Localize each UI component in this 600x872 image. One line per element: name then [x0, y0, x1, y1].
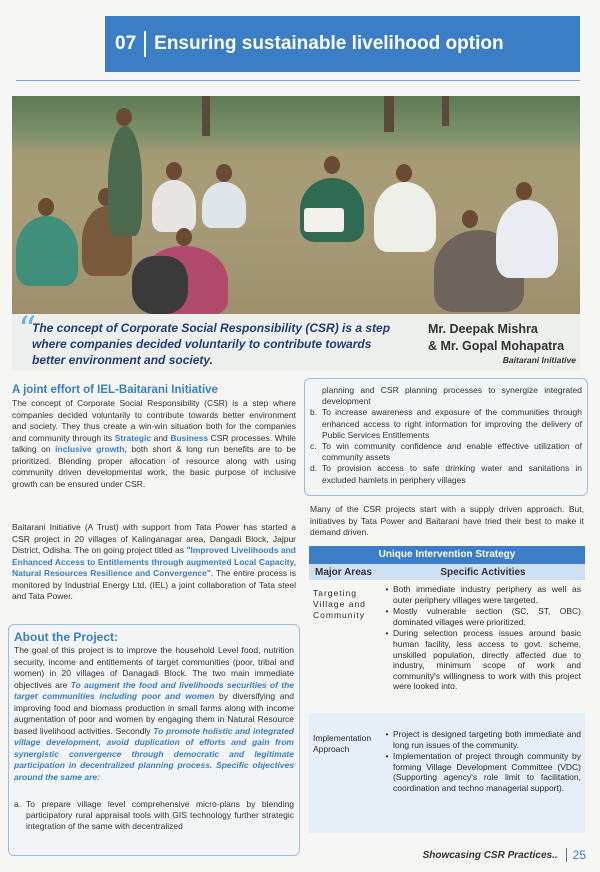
bullet-icon: • [385, 584, 389, 594]
text-run: CSR processes. While talking on [12, 432, 296, 454]
item-text: To win community confidence and enable effective utilization of community assets [322, 441, 582, 463]
item-text: During selection process issues around basic human facility, less access to govt. scheme, unskilled population, directly affected due to industry, minimum scope of work and community's willingness to work with this project were looked into. [393, 628, 581, 692]
text-business: Business [170, 432, 209, 443]
text-strategic: Strategic [114, 432, 152, 443]
item-text: planning and CSR planning processes to synergize integrated development [322, 385, 582, 407]
person-head [516, 182, 532, 200]
header-divider [144, 31, 146, 57]
column-header-major-areas: Major Areas [315, 566, 372, 578]
list-item [381, 606, 581, 627]
person [152, 180, 196, 232]
list-item [381, 628, 581, 692]
objective-item-a-cont [310, 385, 582, 407]
text-run: . The entire process is monitored by Industrial Energy Ltd. (IEL) a joint collaboration of Tata steel and Tata Power. [12, 568, 296, 601]
objective-item-a [14, 799, 294, 833]
tree-trunk [384, 96, 394, 132]
section-number: 07 [115, 33, 137, 54]
bullet-icon: • [385, 628, 389, 639]
caption-quote: The concept of Corporate Social Responsibility (CSR) is a step where companies decided voluntarily to contribute towards better environment and society. [32, 321, 391, 367]
activities-list [381, 584, 581, 692]
item-text: To provision access to safe drinking water and sanitations in excluded hamlets in periphery villages [322, 463, 582, 485]
person [16, 216, 78, 286]
text-run: and [151, 432, 171, 443]
tree-trunk [202, 96, 210, 136]
bullet-icon: • [385, 751, 389, 762]
intervention-strategy-table [309, 546, 585, 833]
text-run: by diversifying and improving food and biomass production in small farms along with income augmentation of poor and women by engaging them in Natural Resource based livelihood activities. Secondly [14, 691, 294, 736]
item-text: To increase awareness and exposure of the communities through enhanced access to right information for improving the delivery of Public Services Entitlements [322, 407, 582, 440]
person-head [216, 164, 232, 182]
table-header [309, 564, 585, 580]
list-item [381, 751, 581, 793]
item-label: c. [310, 441, 317, 452]
footer-text: Showcasing CSR Practices.. [422, 849, 558, 861]
bullet-icon: • [385, 606, 389, 617]
objectives-list-continued [310, 385, 582, 486]
tree-trunk [442, 96, 449, 126]
organization: Baitarani Initiative [502, 355, 576, 365]
person [108, 126, 142, 236]
objectives-list-start [14, 799, 294, 833]
page-footer [423, 848, 586, 862]
about-project-title: About the Project: [14, 630, 118, 644]
about-project-paragraph [14, 645, 294, 783]
joint-effort-title: A joint effort of IEL-Baitarani Initiative [12, 384, 218, 396]
person-name-2: & Mr. Gopal Mohapatra [428, 339, 565, 353]
activities-cell [381, 713, 585, 833]
person-head [166, 162, 182, 180]
person [496, 200, 558, 278]
tree-line [12, 96, 580, 154]
area-cell: Targeting Village and Community [313, 588, 366, 620]
table-row [309, 580, 585, 713]
objective-2: To promote holistic and integrated village development, avoid duplication of efforts and gain from synergistic convergence through democratic and legitimate participation in decentralized planning process. Specific objectives around the same are: [14, 725, 294, 782]
item-label: d. [310, 463, 318, 474]
caption-names [428, 321, 578, 365]
person-head [176, 228, 192, 246]
project-title: "Improved Livelihoods and Enhanced Access to Entitlements through augmented Local Capacity, Natural Resources Resilience and Convergence" [12, 545, 296, 578]
joint-effort-paragraph-2 [12, 522, 296, 603]
footer-divider [566, 848, 567, 862]
objective-item-b [310, 407, 582, 441]
table-title: Unique Intervention Strategy [309, 546, 585, 564]
list-item [381, 729, 581, 750]
column-header-specific-activities: Specific Activities [440, 566, 526, 578]
person-head [462, 210, 478, 228]
person-name-1: Mr. Deepak Mishra [428, 322, 538, 336]
person-head [396, 164, 412, 182]
text-run: , both short & long run benefits are to be prioritized. Blending proper allocation of resource along with using community driven developmental work, the basic purpose of inclusive growth can be ensured under CSR. [12, 444, 296, 489]
objective-item-d [310, 463, 582, 485]
group-meeting-photo [12, 96, 580, 314]
person [374, 182, 436, 252]
item-label: b. [310, 407, 318, 418]
quote-mark-icon: “ [18, 310, 37, 351]
section-header [105, 16, 580, 72]
item-text: Implementation of project through community by forming Village Development Committee (VDC) (Supporting agency's role limit to facilitation, coordination and techno managerial support). [393, 751, 581, 793]
person-head [116, 108, 132, 126]
activities-cell [381, 580, 585, 713]
activities-list [381, 729, 581, 794]
item-label [310, 385, 322, 407]
header-rule [16, 80, 580, 81]
item-label: a. [14, 799, 22, 809]
person-head [38, 198, 54, 216]
papers [304, 208, 344, 232]
text-inclusive-growth: inclusive growth [55, 444, 125, 454]
joint-effort-paragraph-1 [12, 398, 296, 490]
section-title: Ensuring sustainable livelihood option [154, 33, 504, 54]
person-head [324, 156, 340, 174]
objective-1: To augment the food and livelihoods securities of the target communities including poor and women [14, 679, 294, 701]
backpack [132, 256, 188, 314]
text-run: Baitarani Initiative (A Trust) with support from Tata Power has started a CSR project in 20 villages of Kalinganagar area, Dangadi Block, Jajpur District, Odisha. The on going project titled as [12, 522, 296, 555]
area-cell: Implementation Approach [313, 733, 372, 754]
list-item [381, 584, 581, 605]
person [202, 182, 246, 228]
page-number: 25 [572, 848, 586, 862]
text-run: The concept of Corporate Social Responsibility (CSR) is a step where companies decided voluntarily to contribute towards better environment and society. They thus create a win-win situation both for the companies and community through its [12, 398, 296, 443]
text-run: The goal of this project is to improve the household Level food, nutrition security, income and entitlements of target communities (poor, tribal and women) in 20 villages of Danagadi Block. The two main immediate objectives are [14, 645, 294, 690]
item-text: Both immediate industry periphery as well as outer periphery villages were targeted. [393, 584, 581, 605]
item-text: To prepare village level comprehensive micro-plans by blending participatory rural appraisal tools with GIS technology further strategic integration of the same with decentralized [26, 799, 294, 832]
item-text: Project is designed targeting both immediate and long run issues of the community. [393, 729, 581, 750]
supply-driven-paragraph: Many of the CSR projects start with a supply driven approach. But, initiatives by Tata Power and Baitarani have tried their best to make it demand driven. [310, 504, 584, 537]
item-text: Mostly vulnerable section (SC, ST, OBC) dominated villages were prioritized. [393, 606, 581, 627]
bullet-icon: • [385, 729, 389, 739]
objective-item-c [310, 441, 582, 463]
table-row [309, 713, 585, 833]
